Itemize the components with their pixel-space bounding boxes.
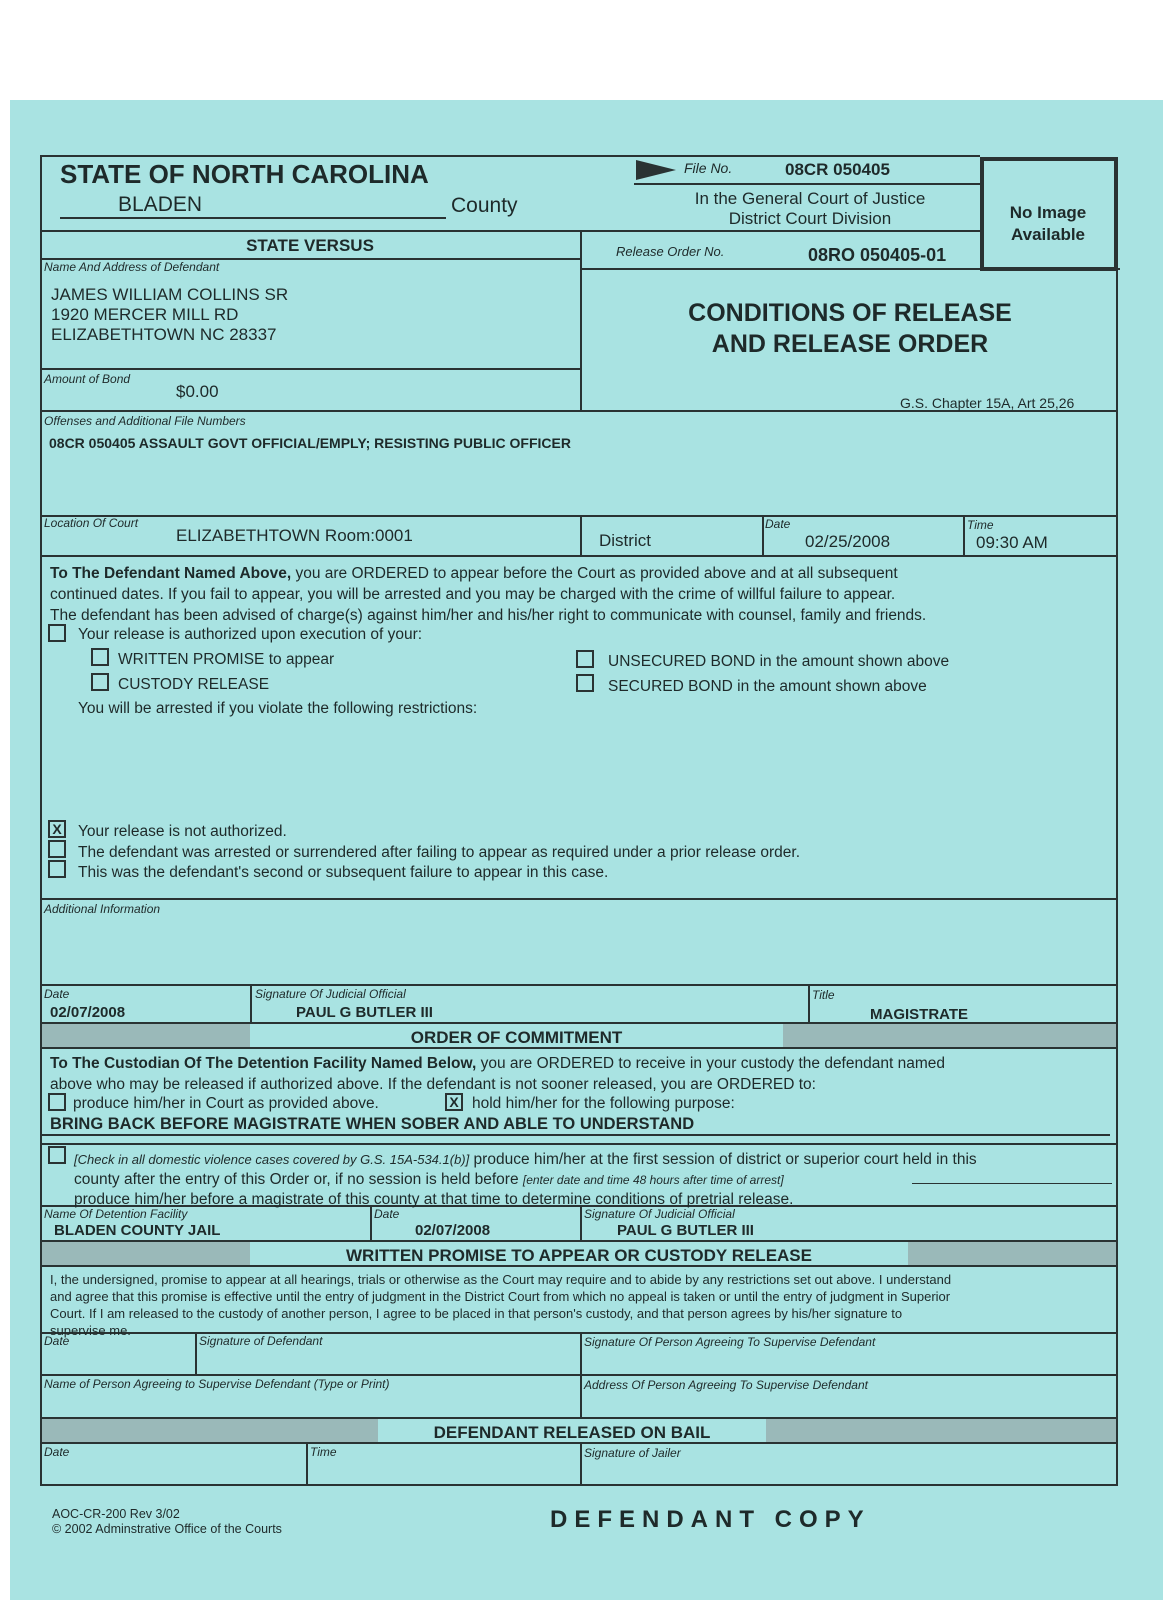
bail-heading: DEFENDANT RELEASED ON BAIL [433,1423,711,1442]
footer-info [52,1507,282,1537]
supervisor-name-field[interactable]: Name of Person Agreeing to Supervise Defendant (Type or Print) [44,1377,390,1391]
court-date: 02/25/2008 [805,532,891,551]
bond-label: Amount of Bond [44,372,131,386]
order-paragraph [50,563,926,626]
defendant-address [51,285,288,345]
date-label: Date [44,1334,70,1348]
supervisor-signature-field[interactable]: Signature Of Person Agreeing To Supervise Defendant [584,1335,876,1349]
not-authorized-label: Your release is not authorized. [78,823,287,840]
custody-release-label: CUSTODY RELEASE [118,676,270,693]
court-division: District Court Division [728,209,892,228]
hold-label: hold him/her for the following purpose: [472,1095,735,1112]
defendant-label: Name And Address of Defendant [44,260,220,274]
release-authorized-checkbox[interactable] [48,624,66,642]
domestic-violence-text [74,1150,977,1210]
form-title [580,298,1120,360]
second-failure-label: This was the defendant's second or subsequent failure to appear in this case. [78,864,609,881]
release-order-label: Release Order No. [616,244,725,259]
commitment-text: above who may be released if authorized above. If the defendant is not sooner released, you are ORDERED to: [50,1076,816,1093]
offenses: 08CR 050405 ASSAULT GOVT OFFICIAL/EMPLY; RESISTING PUBLIC OFFICER [49,435,571,451]
promise-text: I, the undersigned, promise to appear at all hearings, trials or otherwise as the Court may require and to abide by any restrictions set out above. I understand [50,1272,952,1287]
supervisor-address-field[interactable]: Address Of Person Agreeing To Supervise Defendant [584,1378,868,1392]
title-label: Title [812,988,835,1002]
secured-bond-label: SECURED BOND in the amount shown above [608,678,927,695]
produce-checkbox[interactable] [48,1093,66,1111]
commitment-date: 02/07/2008 [415,1222,491,1239]
unsecured-bond-checkbox[interactable] [576,650,594,668]
dv-text: produce him/her before a magistrate of this county at that time to determine conditions of pretrial release. [74,1191,794,1208]
dv-text: county after the entry of this Order or, if no session is held before [74,1171,523,1188]
defendant-signature-field[interactable]: Signature of Defendant [199,1334,323,1348]
produce-label: produce him/her in Court as provided above. [73,1095,379,1112]
commitment-lead: To The Custodian Of The Detention Facility Named Below, [50,1055,477,1072]
detention-facility: BLADEN COUNTY JAIL [54,1222,221,1239]
failed-prior-label: The defendant was arrested or surrendered after failing to appear as required under a prior release order. [78,844,801,861]
additional-info-label: Additional Information [44,902,161,916]
court-name [640,189,980,229]
promise-paragraph [50,1271,951,1339]
court-line: In the General Court of Justice [694,189,926,208]
dv-note: [enter date and time 48 hours after time of arrest] [522,1173,784,1187]
court-division-value: District [599,531,651,550]
domestic-violence-checkbox[interactable] [48,1146,66,1164]
date-label: Date [374,1207,400,1221]
court-location: ELIZABETHTOWN Room:0001 [176,526,413,545]
dv-note: [Check in all domestic violence cases covered by G.S. 15A-534.1(b)] [74,1152,470,1167]
order-text: you are ORDERED to appear before the Court as provided above and at all subsequent [291,565,898,582]
location-label: Location Of Court [44,516,139,530]
promise-text: Court. If I am released to the custody of another person, I agree to be placed in that person's custody, and that person agrees by his/her signature to [50,1306,903,1321]
restrictions-label: You will be arrested if you violate the following restrictions: [78,700,478,717]
hold-checkbox[interactable]: X [445,1093,463,1111]
no-image-text: No Image Available [1009,203,1087,244]
defendant-name: JAMES WILLIAM COLLINS SR [51,285,289,304]
signature-date: 02/07/2008 [50,1004,126,1021]
file-no: 08CR 050405 [785,160,890,179]
promise-text: and agree that this promise is effective until the entry of judgment in the District Court from which no appeal is taken or until the entry of judgment in Superior [50,1289,951,1304]
written-promise-label: WRITTEN PROMISE to appear [118,651,335,668]
bond-amount: $0.00 [176,382,219,401]
court-time: 09:30 AM [976,533,1048,552]
promise-text: supervise me. [50,1323,131,1338]
order-text: continued dates. If you fail to appear, you will be arrested and you may be charged with the crime of willful failure to appear. [50,586,896,603]
bail-time-field[interactable]: Time [310,1445,337,1459]
commitment-text: you are ORDERED to receive in your custody the defendant named [476,1055,945,1072]
custody-release-checkbox[interactable] [91,673,109,691]
written-promise-checkbox[interactable] [91,648,109,666]
dv-text: produce him/her at the first session of district or superior court held in this [469,1151,977,1168]
state-title: STATE OF NORTH CAROLINA [60,159,429,189]
offenses-label: Offenses and Additional File Numbers [44,414,246,428]
commitment-heading: ORDER OF COMMITMENT [410,1028,623,1047]
second-failure-checkbox[interactable] [48,860,66,878]
arrow-icon [636,160,676,180]
secured-bond-checkbox[interactable] [576,674,594,692]
commitment-purpose: BRING BACK BEFORE MAGISTRATE WHEN SOBER AND ABLE TO UNDERSTAND [50,1115,695,1133]
promise-heading: WRITTEN PROMISE TO APPEAR OR CUSTODY RELEASE [346,1246,812,1265]
date-label: Date [765,517,791,531]
facility-label: Name Of Detention Facility [44,1207,188,1221]
unsecured-bond-label: UNSECURED BOND in the amount shown above [608,653,950,670]
form-number: AOC-CR-200 Rev 3/02 [52,1507,180,1521]
county-label: County [451,194,518,217]
failed-prior-checkbox[interactable] [48,840,66,858]
judicial-signature-label: Signature Of Judicial Official [255,987,406,1001]
address-line: ELIZABETHTOWN NC 28337 [51,325,277,344]
date-label: Date [44,987,70,1001]
order-lead: To The Defendant Named Above, [50,565,292,582]
release-order-no: 08RO 050405-01 [808,245,947,265]
commitment-paragraph [50,1053,945,1095]
form-title-line: AND RELEASE ORDER [711,330,989,358]
bail-date-field[interactable]: Date [44,1445,70,1459]
commitment-signature: PAUL G BUTLER III [617,1222,754,1239]
county-field: BLADEN [60,193,446,219]
file-no-label: File No. [684,160,733,176]
copy-label: DEFENDANT COPY [550,1506,871,1533]
address-line: 1920 MERCER MILL RD [51,305,239,324]
official-title: MAGISTRATE [870,1006,969,1023]
order-text: The defendant has been advised of charge(s) against him/her and his/her right to communicate with counsel, family and friends. [50,607,927,624]
not-authorized-checkbox[interactable]: X [48,820,66,838]
judicial-signature: PAUL G BUTLER III [296,1004,433,1021]
time-label: Time [967,518,994,532]
state-versus: STATE VERSUS [246,236,374,255]
statute: G.S. Chapter 15A, Art 25,26 [900,395,1075,411]
release-authorized-label: Your release is authorized upon execution of your: [78,626,423,643]
jailer-signature-field[interactable]: Signature of Jailer [584,1446,681,1460]
copyright: © 2002 Adminstrative Office of the Courts [52,1522,282,1536]
form-title-line: CONDITIONS OF RELEASE [688,299,1012,327]
judicial-signature-label: Signature Of Judicial Official [584,1207,735,1221]
